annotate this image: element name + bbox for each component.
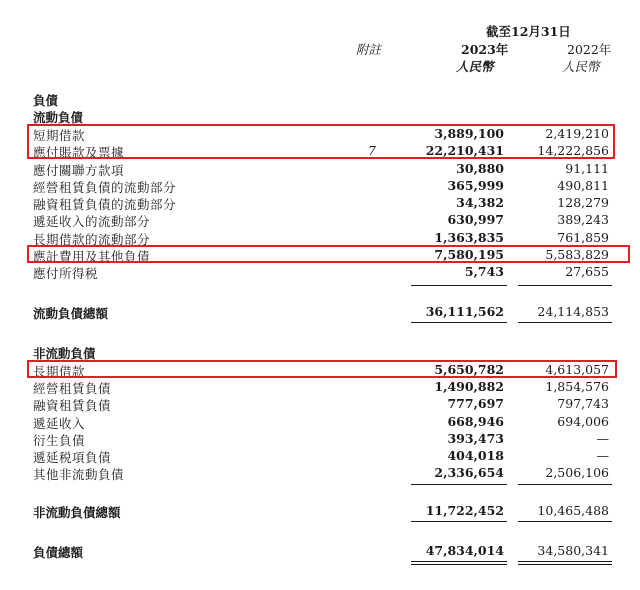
value-2022: 797,743 [557, 396, 609, 411]
row-label: 遞延税項負債 [33, 450, 112, 465]
period-header: 截至12月31日 [486, 24, 571, 39]
non-current-total-2023: 11,722,452 [425, 503, 504, 518]
value-2023: 393,473 [447, 431, 504, 446]
total-rule-2023 [411, 322, 507, 323]
grand-total-rule-2023 [411, 561, 507, 562]
value-2023: 777,697 [447, 396, 504, 411]
value-2023: 5,650,782 [434, 362, 504, 377]
row-label: 其他非流動負債 [33, 467, 125, 482]
subtotal-rule-2023 [411, 484, 507, 485]
value-2022: 694,006 [557, 414, 609, 429]
value-2023: 2,336,654 [434, 465, 504, 480]
grand-total-label: 負債總額 [33, 545, 84, 560]
subtotal-rule-2022 [518, 484, 612, 485]
year-2022-header: 2022年 [567, 42, 612, 57]
value-2022: 27,655 [565, 264, 609, 279]
value-2023: 5,743 [464, 264, 504, 279]
non-current-total-label: 非流動負債總額 [33, 505, 121, 520]
row-label: 應付關聯方款項 [33, 163, 125, 178]
row-label: 短期借款 [33, 128, 86, 143]
value-2023: 630,997 [447, 212, 504, 227]
row-label: 經營租賃負債 [33, 381, 112, 396]
value-2022: 389,243 [557, 212, 609, 227]
value-2022: 5,583,829 [545, 247, 609, 262]
subtotal-rule-2023 [411, 285, 507, 286]
current-liabilities-heading: 流動負債 [33, 110, 84, 125]
row-label: 遞延收入的流動部分 [33, 214, 151, 229]
grand-total-double-rule-2022 [518, 564, 612, 565]
total-rule-2023 [411, 521, 507, 522]
grand-total-rule-2022 [518, 561, 612, 562]
row-note: 7 [368, 143, 376, 158]
grand-total-double-rule-2023 [411, 564, 507, 565]
value-2022: 128,279 [557, 195, 609, 210]
highlight-box-accrued [27, 245, 630, 263]
current-total-2022: 24,114,853 [537, 304, 609, 319]
row-label: 長期借款的流動部分 [33, 232, 151, 247]
subtotal-rule-2022 [518, 285, 612, 286]
row-label: 應付賬款及票據 [33, 145, 125, 160]
highlight-box-long-term-borrowings [27, 360, 617, 378]
value-2022: — [596, 448, 609, 463]
grand-total-2023: 47,834,014 [425, 543, 504, 558]
row-label: 應計費用及其他負債 [33, 249, 151, 264]
value-2023: 1,363,835 [434, 230, 504, 245]
value-2022: 91,111 [565, 161, 609, 176]
highlight-box-payables [27, 124, 615, 159]
row-label: 經營租賃負債的流動部分 [33, 180, 177, 195]
grand-total-2022: 34,580,341 [537, 543, 609, 558]
currency-2022-header: 人民幣 [562, 59, 600, 74]
value-2023: 404,018 [447, 448, 504, 463]
value-2023: 7,580,195 [434, 247, 504, 262]
total-rule-2022 [518, 322, 612, 323]
value-2022: 2,506,106 [545, 465, 609, 480]
current-total-label: 流動負債總額 [33, 306, 109, 321]
value-2022: 4,613,057 [545, 362, 609, 377]
currency-2023-header: 人民幣 [456, 59, 494, 74]
value-2022: 14,222,856 [537, 143, 609, 158]
note-column-header: 附註 [356, 42, 382, 57]
value-2022: — [596, 431, 609, 446]
value-2023: 1,490,882 [434, 379, 504, 394]
non-current-liabilities-heading: 非流動負債 [33, 346, 96, 361]
value-2023: 668,946 [447, 414, 504, 429]
value-2022: 490,811 [557, 178, 609, 193]
year-2023-header: 2023年 [461, 42, 509, 57]
value-2023: 22,210,431 [425, 143, 504, 158]
row-label: 融資租賃負債的流動部分 [33, 197, 177, 212]
value-2023: 30,880 [456, 161, 504, 176]
current-total-2023: 36,111,562 [425, 304, 504, 319]
value-2022: 2,419,210 [545, 126, 609, 141]
non-current-total-2022: 10,465,488 [537, 503, 609, 518]
row-label: 應付所得税 [33, 266, 99, 281]
value-2022: 1,854,576 [545, 379, 609, 394]
liabilities-heading: 負債 [33, 93, 59, 108]
value-2023: 365,999 [447, 178, 504, 193]
value-2023: 3,889,100 [434, 126, 504, 141]
value-2023: 34,382 [456, 195, 504, 210]
row-label: 融資租賃負債 [33, 398, 112, 413]
row-label: 遞延收入 [33, 416, 86, 431]
row-label: 長期借款 [33, 364, 86, 379]
row-label: 衍生負債 [33, 433, 86, 448]
total-rule-2022 [518, 521, 612, 522]
value-2022: 761,859 [557, 230, 609, 245]
